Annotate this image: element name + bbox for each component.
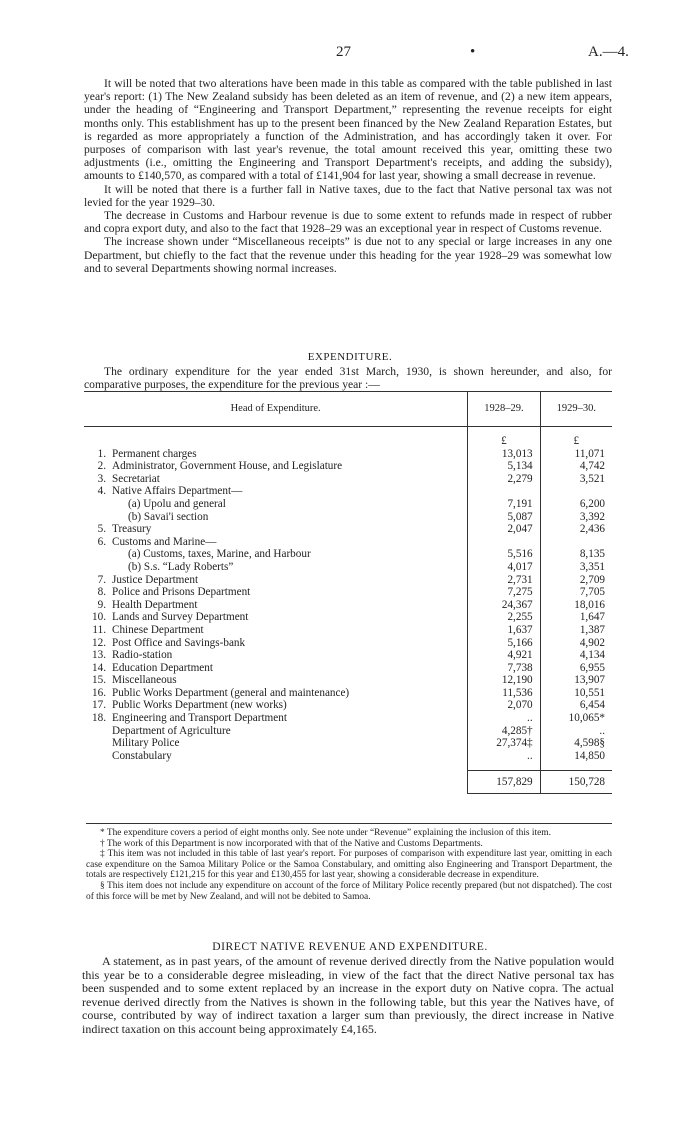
- value-1928-29: 4,017: [468, 561, 540, 574]
- item-label: Constabulary: [112, 749, 172, 762]
- item-number: 3.: [97, 472, 106, 485]
- value-1929-30: 8,135: [540, 548, 612, 561]
- paragraph: It will be noted that two alterations have been made in this table as compared with the table published in last year's report: (1) The New Zealand subsidy has been deleted as an item of revenue, and (2) a new item appears, under the heading of “Engineering and Transport Department,” representing the revenue receipts for eight months only. This establishment has up to the present been financed by the New Zealand Reparation Estates, but is regarded as more appropriately a function of the Administration, and has accordingly taken it over. For purposes of comparison with last year's revenue, the total amount received this year, omitting these two adjustments (i.e., omitting the Engineering and Transport Department's receipts, and adding the subsidy), amounts to £140,570, as compared with a total of £141,904 for last year, showing a small decrease in revenue.: [84, 77, 612, 183]
- value-1929-30: 2,709: [540, 574, 612, 587]
- header-separator: •: [470, 44, 476, 60]
- value-1929-30: 3,392: [540, 511, 612, 524]
- value-1929-30: 3,521: [540, 473, 612, 486]
- paragraph: The increase shown under “Miscellaneous receipts” is due not to any special or large increases in any one Department, but chiefly to the fact that the revenue under this heading for the year 1928–29 was somewhat low and to several Departments showing normal increases.: [84, 235, 612, 275]
- value-1929-30: 4,902: [540, 637, 612, 650]
- item-number: 1.: [97, 447, 106, 460]
- expenditure-table-body: [84, 427, 612, 763]
- item-number: 6.: [97, 535, 106, 548]
- expenditure-head-cell: [84, 473, 468, 486]
- expenditure-intro: [84, 365, 612, 391]
- table-row: [84, 574, 612, 587]
- value-1929-30: 10,065*: [540, 712, 612, 725]
- value-1928-29: 2,279: [468, 473, 540, 486]
- item-label: Lands and Survey Department: [112, 611, 249, 624]
- item-label: Customs and Marine—: [112, 535, 217, 548]
- item-label: Treasury: [112, 523, 152, 536]
- value-1929-30: 14,850: [540, 750, 612, 763]
- expenditure-head-cell: [84, 712, 468, 725]
- expenditure-head-cell: [84, 586, 468, 599]
- expenditure-head-cell: [84, 662, 468, 675]
- value-1928-29: 13,013: [468, 448, 540, 461]
- expenditure-head-cell: [84, 485, 468, 498]
- item-label: Military Police: [112, 737, 180, 750]
- page-header: [0, 44, 700, 64]
- expenditure-head-cell: [84, 750, 468, 763]
- item-label: Native Affairs Department—: [112, 485, 243, 498]
- item-number: 14.: [92, 661, 106, 674]
- totals-row: [84, 771, 612, 794]
- table-row: [84, 548, 612, 561]
- value-1929-30: [540, 536, 612, 549]
- expenditure-head-cell: [84, 460, 468, 473]
- value-1929-30: 3,351: [540, 561, 612, 574]
- value-1928-29: 2,070: [468, 699, 540, 712]
- value-1928-29: [468, 485, 540, 498]
- expenditure-head-cell: [84, 536, 468, 549]
- paragraph: A statement, as in past years, of the amount of revenue derived directly from the Native population would this year be to a considerable degree misleading, in view of the fact that the direct Native personal tax has been suspended and to some extent replaced by an increase in the export duty on Native copra. The actual revenue derived directly from the Natives is shown in the following table, but this year the Natives have, of course, contributed by way of indirect taxation a larger sum than previously, the direct increase in Native indirect taxation on this account being approximately £4,165.: [82, 954, 614, 1036]
- table-row: [84, 586, 612, 599]
- expenditure-heading: EXPENDITURE.: [307, 351, 393, 363]
- table-row: [84, 725, 612, 738]
- item-label: (b) S.s. “Lady Roberts”: [128, 560, 234, 573]
- paragraph: The ordinary expenditure for the year ended 31st March, 1930, is shown hereunder, and also, for comparative purposes, the expenditure for the previous year :—: [84, 365, 612, 392]
- table-row: [84, 699, 612, 712]
- item-number: 17.: [92, 699, 106, 712]
- table-row: [84, 712, 612, 725]
- value-1928-29: 1,637: [468, 624, 540, 637]
- value-1928-29: [468, 536, 540, 549]
- item-number: 2.: [97, 460, 106, 473]
- item-number: 13.: [92, 649, 106, 662]
- document-reference: A.—4.: [588, 44, 629, 60]
- item-label: Health Department: [112, 598, 198, 611]
- item-label: Department of Agriculture: [112, 724, 231, 737]
- currency-symbol: £: [540, 435, 612, 448]
- expenditure-head-cell: [84, 523, 468, 536]
- item-label: Education Department: [112, 661, 213, 674]
- table-row: [84, 460, 612, 473]
- item-number: 4.: [97, 485, 106, 498]
- table-row: [84, 498, 612, 511]
- table-row: [84, 649, 612, 662]
- value-1928-29: 2,047: [468, 523, 540, 536]
- item-number: 11.: [92, 623, 106, 636]
- table-row: [84, 473, 612, 486]
- value-1928-29: 2,731: [468, 574, 540, 587]
- column-header-1928-29: 1928–29.: [468, 392, 540, 427]
- column-header-1929-30: 1929–30.: [540, 392, 612, 427]
- expenditure-head-cell: [84, 687, 468, 700]
- expenditure-head-cell: [84, 674, 468, 687]
- expenditure-head-cell: [84, 599, 468, 612]
- total-1929-30: 150,728: [540, 771, 612, 794]
- table-row: [84, 561, 612, 574]
- item-number: 10.: [92, 611, 106, 624]
- table-row: [84, 637, 612, 650]
- direct-native-heading: DIRECT NATIVE REVENUE AND EXPENDITURE.: [212, 940, 488, 953]
- value-1929-30: 13,907: [540, 674, 612, 687]
- value-1928-29: 7,738: [468, 662, 540, 675]
- table-row: [84, 674, 612, 687]
- value-1929-30: 18,016: [540, 599, 612, 612]
- value-1928-29: 4,285†: [468, 725, 540, 738]
- value-1929-30: 4,134: [540, 649, 612, 662]
- table-row: [84, 750, 612, 763]
- paragraph: It will be noted that there is a further fall in Native taxes, due to the fact that Native personal tax was not levied for the year 1929–30.: [84, 182, 612, 209]
- item-label: (a) Customs, taxes, Marine, and Harbour: [128, 548, 311, 561]
- table-row: [84, 485, 612, 498]
- table-row: [84, 662, 612, 675]
- item-label: Post Office and Savings-bank: [112, 636, 246, 649]
- value-1929-30: 2,436: [540, 523, 612, 536]
- footnotes: [86, 828, 612, 902]
- value-1928-29: 7,275: [468, 586, 540, 599]
- item-number: 8.: [97, 586, 106, 599]
- item-label: Secretariat: [112, 472, 160, 485]
- spacer-row: [84, 762, 612, 771]
- item-label: Public Works Department (new works): [112, 699, 287, 712]
- expenditure-head-cell: [84, 737, 468, 750]
- item-number: 16.: [92, 686, 106, 699]
- value-1928-29: 7,191: [468, 498, 540, 511]
- expenditure-head-cell: [84, 511, 468, 524]
- item-number: 5.: [97, 523, 106, 536]
- item-label: Permanent charges: [112, 447, 197, 460]
- value-1929-30: 1,647: [540, 611, 612, 624]
- item-label: Public Works Department (general and maintenance): [112, 686, 350, 699]
- table-row: [84, 536, 612, 549]
- value-1929-30: 10,551: [540, 687, 612, 700]
- value-1929-30: [540, 485, 612, 498]
- expenditure-head-cell: [84, 699, 468, 712]
- expenditure-table: [84, 391, 612, 794]
- value-1929-30: 11,071: [540, 448, 612, 461]
- value-1929-30: 6,200: [540, 498, 612, 511]
- table-row: [84, 737, 612, 750]
- item-label: Justice Department: [112, 573, 199, 586]
- item-number: 12.: [92, 636, 106, 649]
- value-1929-30: 6,955: [540, 662, 612, 675]
- table-row: [84, 624, 612, 637]
- column-header-head: Head of Expenditure.: [84, 392, 468, 427]
- item-label: Radio-station: [112, 649, 173, 662]
- footnote: ‡ This item was not included in this table of last year's report. For purposes of comparison with expenditure last year, omitting in each case expenditure on the Samoa Military Police or the Samoa Constabulary, and omitting also Engineering and Transport Department, the totals are respectively £121,215 for this year and £130,455 for last year, showing a considerable decrease in expenditure.: [86, 849, 612, 881]
- footnote: † The work of this Department is now incorporated with that of the Native and Customs Departments.: [100, 838, 483, 849]
- total-1928-29: 157,829: [468, 771, 540, 794]
- expenditure-head-cell: [84, 649, 468, 662]
- expenditure-head-cell: [84, 725, 468, 738]
- table-row: [84, 687, 612, 700]
- value-1928-29: 2,255: [468, 611, 540, 624]
- revenue-notes: [84, 77, 612, 275]
- expenditure-head-cell: [84, 548, 468, 561]
- item-label: (a) Upolu and general: [128, 497, 226, 510]
- value-1928-29: 5,134: [468, 460, 540, 473]
- expenditure-head-cell: [84, 637, 468, 650]
- expenditure-head-cell: [84, 574, 468, 587]
- value-1928-29: 4,921: [468, 649, 540, 662]
- direct-native-text: [82, 955, 614, 1037]
- currency-row: [84, 435, 612, 448]
- value-1928-29: ..: [468, 750, 540, 763]
- table-header-row: [84, 392, 612, 427]
- footnote: * The expenditure covers a period of eight months only. See note under “Revenue” explaining the inclusion of this item.: [100, 828, 551, 838]
- value-1929-30: 6,454: [540, 699, 612, 712]
- value-1929-30: 1,387: [540, 624, 612, 637]
- item-number: 15.: [92, 674, 106, 687]
- item-label: (b) Savai'i section: [128, 510, 209, 523]
- value-1929-30: 7,705: [540, 586, 612, 599]
- footnote: § This item does not include any expenditure on account of the force of Military Police recently prepared (but not dispatched). The cost of this force will be met by New Zealand, and will not be debited to Samoa.: [86, 880, 612, 902]
- table-row: [84, 611, 612, 624]
- table-row: [84, 523, 612, 536]
- value-1928-29: ..: [468, 712, 540, 725]
- item-label: Engineering and Transport Department: [112, 712, 287, 725]
- item-label: Miscellaneous: [112, 674, 177, 687]
- value-1929-30: ..: [540, 725, 612, 738]
- table-row: [84, 511, 612, 524]
- expenditure-head-cell: [84, 624, 468, 637]
- item-label: Administrator, Government House, and Legislature: [112, 460, 343, 473]
- expenditure-head-cell: [84, 498, 468, 511]
- expenditure-head-cell: [84, 611, 468, 624]
- value-1928-29: 5,516: [468, 548, 540, 561]
- value-1928-29: 11,536: [468, 687, 540, 700]
- currency-symbol: £: [468, 435, 540, 448]
- item-number: 18.: [92, 712, 106, 725]
- spacer-row: [84, 427, 612, 436]
- expenditure-head-cell: [84, 561, 468, 574]
- item-label: Chinese Department: [112, 623, 204, 636]
- table-row: [84, 448, 612, 461]
- value-1929-30: 4,742: [540, 460, 612, 473]
- item-number: 9.: [97, 598, 106, 611]
- table-row: [84, 599, 612, 612]
- value-1928-29: 24,367: [468, 599, 540, 612]
- paragraph: The decrease in Customs and Harbour revenue is due to some extent to refunds made in respect of rubber and copra export duty, and also to the fact that 1928–29 was an exceptional year in respect of Customs revenue.: [84, 209, 612, 236]
- value-1928-29: 12,190: [468, 674, 540, 687]
- item-label: Police and Prisons Department: [112, 586, 251, 599]
- value-1929-30: 4,598§: [540, 737, 612, 750]
- item-number: 7.: [97, 573, 106, 586]
- expenditure-head-cell: [84, 448, 468, 461]
- page-number: 27: [336, 44, 351, 60]
- value-1928-29: 27,374‡: [468, 737, 540, 750]
- footnote-divider: [86, 823, 612, 824]
- value-1928-29: 5,087: [468, 511, 540, 524]
- value-1928-29: 5,166: [468, 637, 540, 650]
